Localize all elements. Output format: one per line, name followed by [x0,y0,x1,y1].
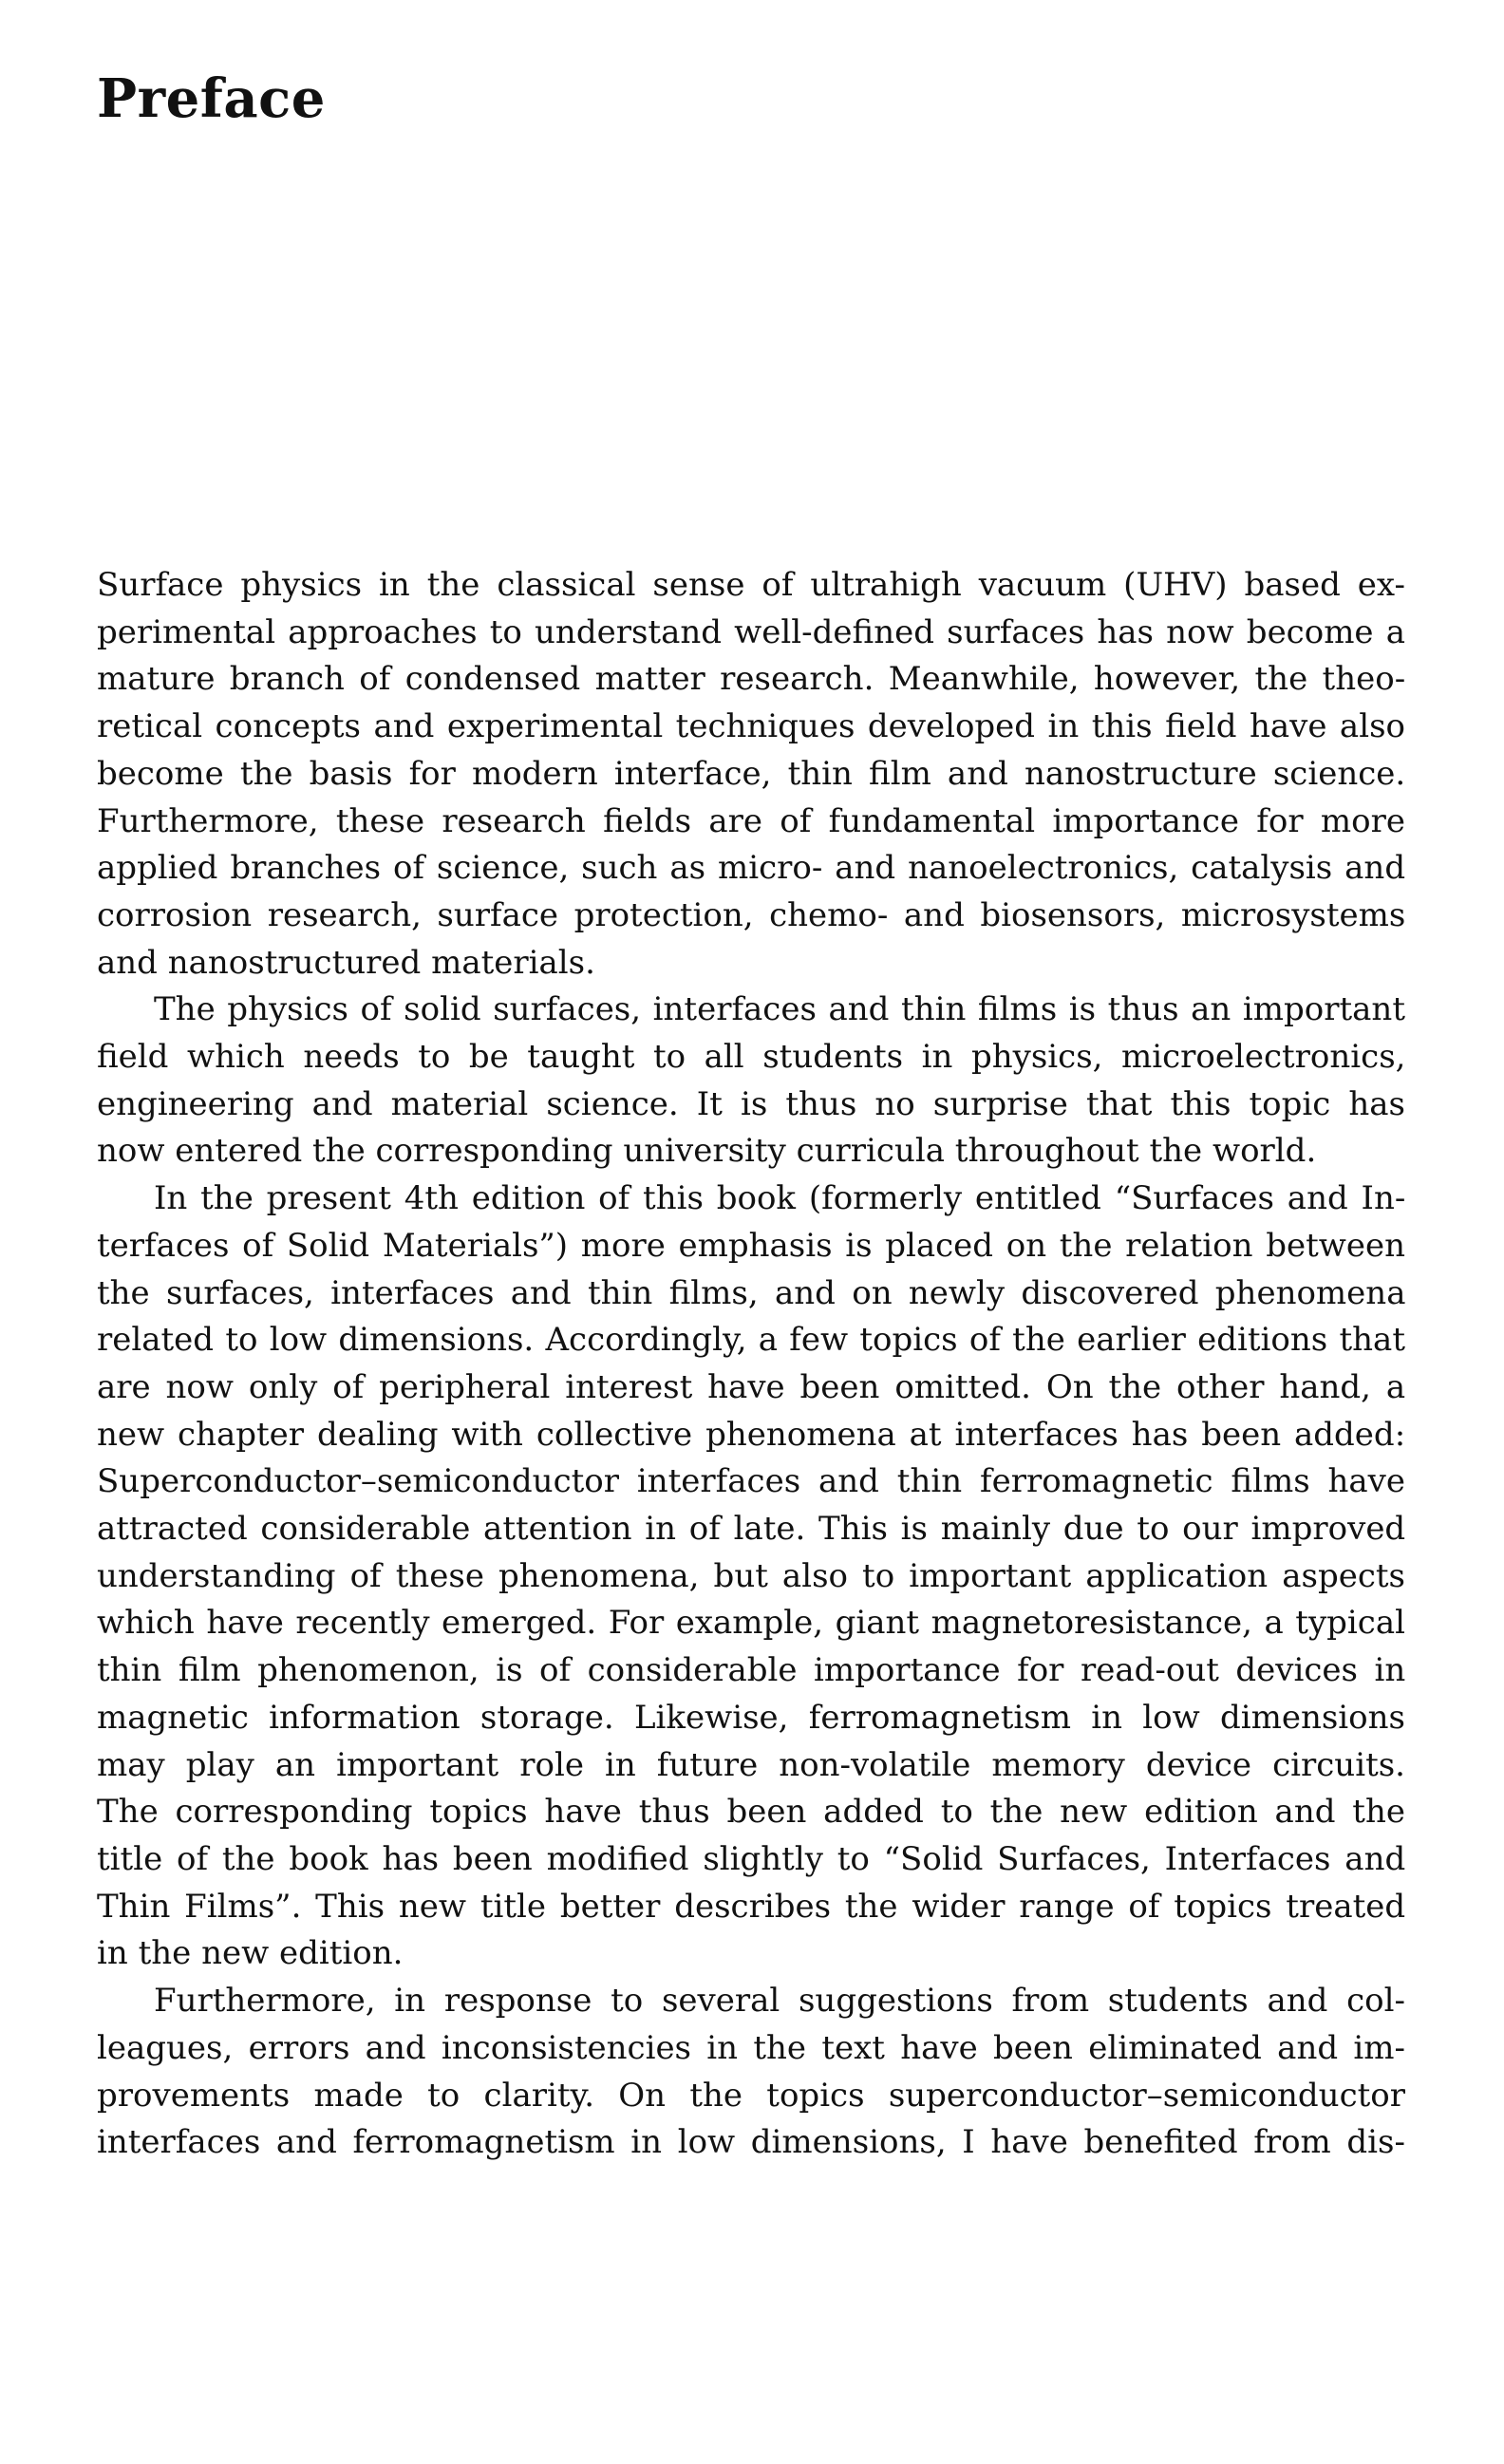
paragraph-3 [97,1176,1405,1978]
preface-body [97,562,1405,2167]
text-line: magnetic information storage. Likewise, ferromagnetism in low dimensions [97,1698,1405,1737]
text-line: In the present 4th edition of this book (formerly entitled “Surfaces and In- [154,1179,1406,1218]
text-line: applied branches of science, such as micro- and nanoelectronics, catalysis and [97,849,1406,888]
text-line: The corresponding topics have thus been added to the new edition and the [97,1793,1405,1832]
paragraph-1 [97,562,1405,987]
text-line: and nanostructured materials. [97,943,595,982]
text-line: The physics of solid surfaces, interfaces and thin films is thus an important [154,990,1405,1029]
paragraph-4 [97,1978,1405,2167]
text-line: provements made to clarity. On the topics superconductor–semiconductor [97,2076,1405,2115]
text-line: retical concepts and experimental techniques developed in this field have also [97,707,1405,746]
text-line: Furthermore, in response to several suggestions from students and col- [154,1982,1405,2021]
text-line: interfaces and ferromagnetism in low dimensions, I have benefited from dis- [97,2123,1405,2162]
text-line: Superconductor–semiconductor interfaces and thin ferromagnetic films have [97,1462,1405,1501]
paragraph-2 [97,987,1405,1176]
text-line: Thin Films”. This new title better describes the wider range of topics treated [97,1887,1406,1926]
page-title: Preface [97,67,326,130]
text-line: attracted considerable attention in of late. This is mainly due to our improved [97,1510,1406,1549]
text-line: now entered the corresponding university curricula throughout the world. [97,1132,1317,1171]
text-line: new chapter dealing with collective phenomena at interfaces has been added: [97,1415,1406,1454]
text-line: thin film phenomenon, is of considerable importance for read-out devices in [97,1651,1406,1690]
text-line: engineering and material science. It is thus no surprise that this topic has [97,1084,1405,1123]
text-line: related to low dimensions. Accordingly, a few topics of the earlier editions that [97,1321,1405,1360]
text-line: terfaces of Solid Materials”) more emphasis is placed on the relation between [97,1226,1405,1265]
text-line: field which needs to be taught to all students in physics, microelectronics, [97,1038,1406,1077]
text-line: the surfaces, interfaces and thin films, and on newly discovered phenomena [97,1273,1406,1312]
text-line: mature branch of condensed matter research. Meanwhile, however, the theo- [97,660,1406,699]
text-line: title of the book has been modified slightly to “Solid Surfaces, Interfaces and [97,1839,1406,1878]
text-line: in the new edition. [97,1934,404,1973]
text-line: Surface physics in the classical sense of ultrahigh vacuum (UHV) based ex- [97,566,1405,604]
text-line: understanding of these phenomena, but also to important application aspects [97,1556,1405,1595]
text-line: leagues, errors and inconsistencies in the text have been eliminated and im- [97,2028,1405,2067]
text-line: which have recently emerged. For example, giant magnetoresistance, a typical [97,1604,1405,1643]
text-line: Furthermore, these research fields are of fundamental importance for more [97,801,1405,840]
text-line: corrosion research, surface protection, chemo- and biosensors, microsystems [97,895,1406,934]
text-line: become the basis for modern interface, thin film and nanostructure science. [97,754,1406,793]
text-line: perimental approaches to understand well-defined surfaces has now become a [97,612,1405,651]
text-line: may play an important role in future non-volatile memory device circuits. [97,1745,1405,1784]
text-line: are now only of peripheral interest have been omitted. On the other hand, a [97,1367,1406,1406]
